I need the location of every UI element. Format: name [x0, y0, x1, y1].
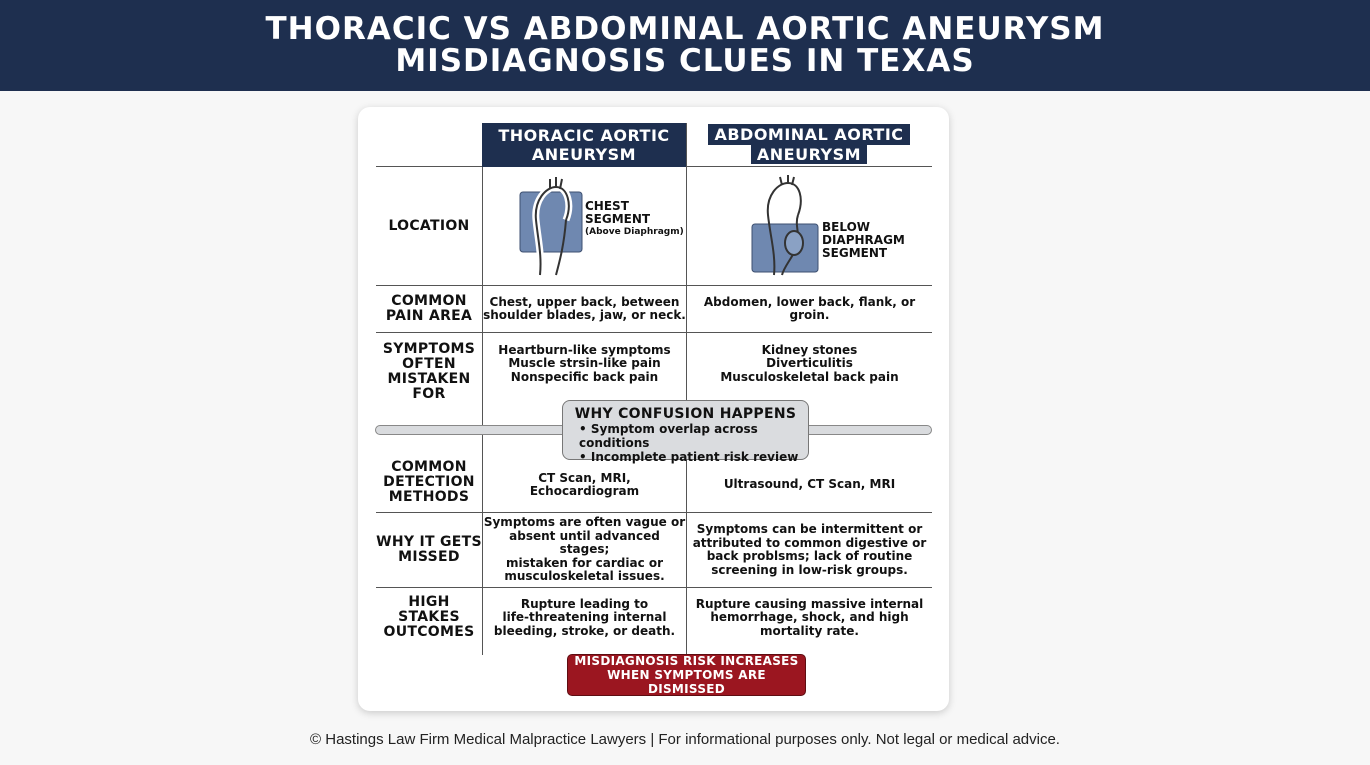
- thoracic-pain-line-1: Chest, upper back, between: [489, 294, 680, 309]
- list-item: Heartburn-like symptoms: [498, 342, 671, 357]
- outcomes-label-line-1: HIGH STAKES: [398, 593, 460, 625]
- thoracic-mistaken-cell: [483, 342, 686, 386]
- list-item: bleeding, stroke, or death.: [493, 623, 676, 638]
- list-item: Rupture leading to: [520, 596, 649, 611]
- thoracic-location-text: [585, 200, 684, 239]
- list-item: back problsms; lack of routine: [706, 549, 913, 563]
- row-label-missed: [376, 513, 482, 587]
- thoracic-location-line-1: CHEST: [585, 199, 629, 213]
- row-label-mistaken: [376, 340, 482, 404]
- row-label-location: LOCATION: [388, 217, 470, 234]
- detection-label-line-1: COMMON: [391, 458, 467, 475]
- row-label-pain: [376, 286, 482, 332]
- missed-label-line-2: MISSED: [398, 549, 460, 565]
- thoracic-aorta-icon: [516, 175, 586, 277]
- thoracic-pain-cell: [483, 286, 686, 332]
- risk-banner-line-1: MISDIAGNOSIS RISK INCREASES: [574, 654, 799, 668]
- abdominal-aorta-icon: [750, 175, 820, 277]
- callout-bullet: • Incomplete patient risk review: [579, 450, 799, 464]
- grid-line: [376, 332, 932, 333]
- abdominal-pain-cell: [687, 286, 932, 332]
- confusion-callout: [562, 400, 809, 464]
- list-item: screening in low-risk groups.: [711, 562, 908, 577]
- list-item: mortality rate.: [760, 623, 859, 638]
- thoracic-header-line-1: THORACIC AORTIC: [498, 126, 670, 145]
- list-item: Symptoms can be intermittent or: [696, 522, 923, 536]
- risk-banner-line-2: WHEN SYMPTOMS ARE DISMISSED: [607, 668, 766, 696]
- detection-label-line-3: METHODS: [388, 488, 470, 505]
- grid-line: [376, 587, 932, 588]
- missed-label-line-1: WHY IT GETS: [376, 534, 482, 550]
- footer-disclaimer: © Hastings Law Firm Medical Malpractice Lawyers | For informational purposes only. Not legal or medical advice.: [310, 731, 1060, 748]
- outcomes-label-line-2: OUTCOMES: [383, 623, 475, 640]
- title-line-2: MISDIAGNOSIS CLUES IN TEXAS: [395, 43, 975, 79]
- mistaken-label-line-3: MISTAKEN: [387, 371, 471, 387]
- list-item: Diverticulitis: [766, 356, 853, 371]
- thoracic-outcomes-cell: [483, 596, 686, 640]
- list-item: life-threatening internal: [502, 610, 667, 625]
- mistaken-label-line-1: SYMPTOMS: [382, 341, 476, 357]
- abdominal-location-line-3: SEGMENT: [822, 246, 888, 260]
- thoracic-pain-line-2: shoulder blades, jaw, or neck.: [483, 308, 686, 322]
- title-line-1: THORACIC VS ABDOMINAL AORTIC ANEURYSM: [265, 11, 1105, 47]
- pain-label-line-2: PAIN AREA: [385, 308, 473, 324]
- thoracic-detection-cell: [483, 468, 686, 502]
- list-item: hemorrhage, shock, and high: [710, 610, 909, 625]
- thoracic-location-line-3: (Above Diaphragm): [585, 227, 684, 237]
- list-item: Muscle strsin-like pain: [508, 356, 661, 371]
- callout-title: WHY CONFUSION HAPPENS: [574, 406, 797, 422]
- list-item: Symptoms are often vague or: [483, 515, 686, 530]
- misdiagnosis-risk-banner: [567, 654, 806, 696]
- list-item: absent until advanced stages;: [509, 528, 660, 557]
- detection-label-line-2: DETECTION: [383, 473, 475, 490]
- abdominal-location-text: [822, 221, 905, 260]
- abdominal-header-line-1: ABDOMINAL AORTIC: [708, 124, 909, 145]
- abdominal-missed-cell: [687, 513, 932, 587]
- abdominal-pain-text: Abdomen, lower back, flank, or groin.: [703, 294, 916, 322]
- abdominal-outcomes-cell: [687, 596, 932, 640]
- abdominal-column-header: [686, 123, 932, 167]
- abdominal-detection-cell: [687, 474, 932, 496]
- list-item: attributed to common digestive or: [692, 535, 927, 550]
- abdominal-header-line-2: ANEURYSM: [751, 145, 867, 164]
- thoracic-detection-line-1: CT Scan, MRI,: [538, 470, 631, 485]
- abdominal-detection-text: Ultrasound, CT Scan, MRI: [723, 477, 896, 492]
- page-title: [0, 0, 1370, 91]
- row-label-outcomes: [376, 593, 482, 640]
- thoracic-detection-line-2: Echocardiogram: [529, 484, 640, 498]
- mistaken-label-line-2: OFTEN: [402, 356, 456, 372]
- row-label-detection: [376, 458, 482, 506]
- pain-label-line-1: COMMON: [391, 293, 467, 309]
- thoracic-location-line-2: SEGMENT: [585, 212, 651, 226]
- list-item: mistaken for cardiac or: [505, 555, 664, 570]
- list-item: Musculoskeletal back pain: [720, 369, 899, 384]
- thoracic-column-header: [482, 123, 686, 167]
- abdominal-location-line-1: BELOW: [822, 220, 870, 234]
- list-item: Kidney stones: [761, 342, 858, 357]
- list-item: musculoskeletal issues.: [504, 569, 665, 584]
- abdominal-mistaken-cell: [687, 342, 932, 386]
- thoracic-header-line-2: ANEURYSM: [531, 145, 637, 164]
- mistaken-label-line-4: FOR: [412, 386, 446, 402]
- list-item: Rupture causing massive internal: [695, 596, 924, 611]
- abdominal-location-line-2: DIAPHRAGM: [822, 233, 905, 247]
- thoracic-missed-cell: [483, 513, 686, 587]
- callout-bullet: • Symptom overlap across conditions: [579, 422, 758, 450]
- list-item: Nonspecific back pain: [510, 369, 659, 384]
